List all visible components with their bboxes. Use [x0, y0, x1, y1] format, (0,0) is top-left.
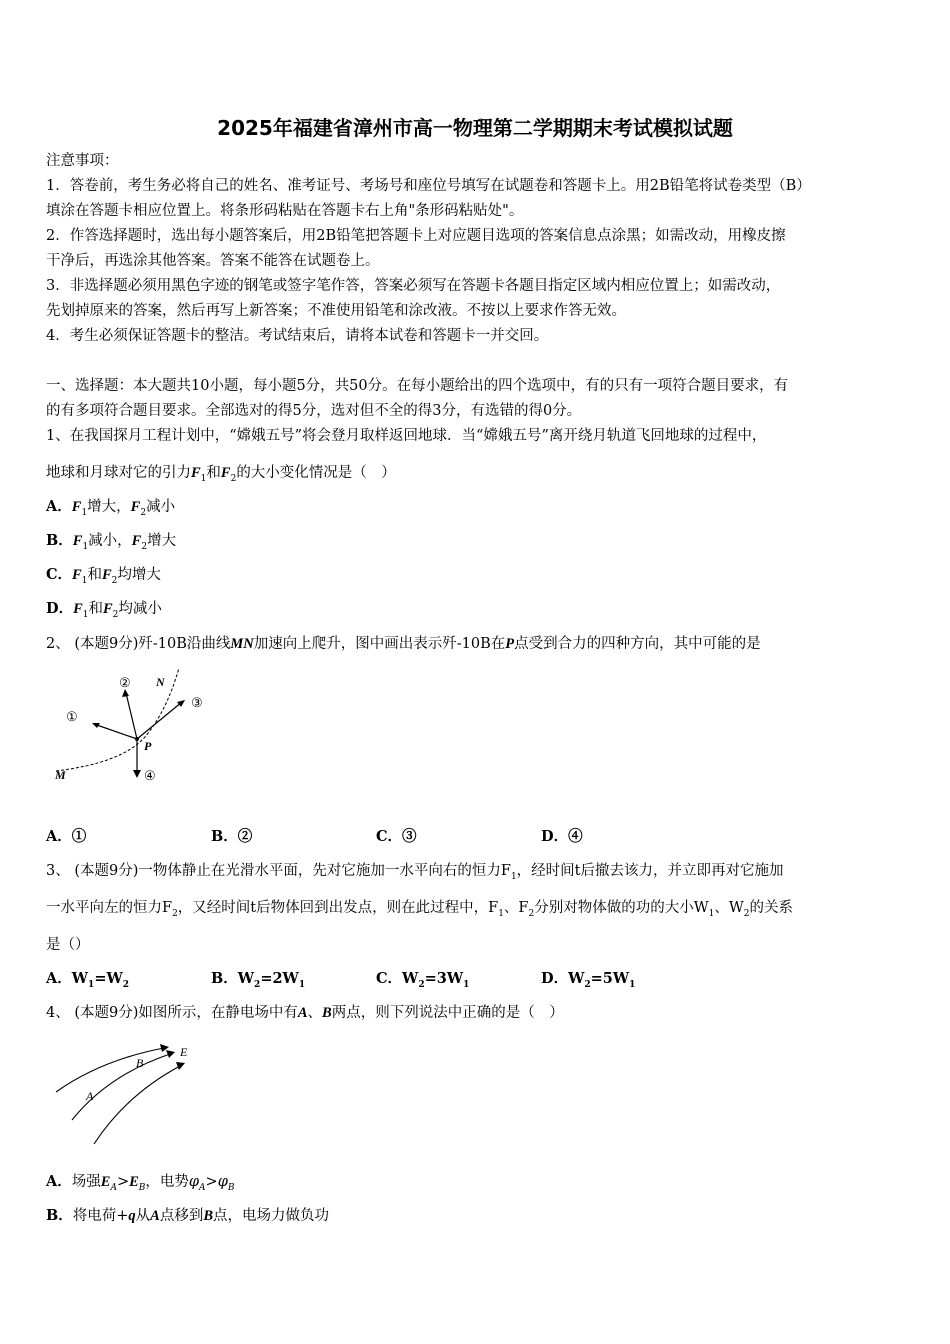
- q4-option-a[interactable]: A．场强$E_A>E_B$，电势$\varphi_A>\varphi_B$: [46, 1173, 235, 1193]
- fig-label-1: ①: [66, 709, 78, 724]
- q3-option-b[interactable]: B．$W_2=2W_1$: [211, 970, 306, 990]
- q1-option-c[interactable]: C．$F_1$和$F_2$均增大: [46, 566, 161, 586]
- fig-label-p: P: [144, 739, 152, 753]
- fig-label-n: N: [156, 675, 165, 689]
- q3-option-a[interactable]: A．$W_1=W_2$: [46, 970, 130, 990]
- notice-line-1: 1．答卷前，考生务必将自己的姓名、准考证号、考场号和座位号填写在试题卷和答题卡上。用2B铅笔将试卷类型（B）: [46, 178, 811, 194]
- q2-stem: 2、 (本题9分)歼-10B沿曲线MN加速向上爬升，图中画出表示歼-10B在P点受到合力的四种方向，其中可能的是: [46, 636, 761, 652]
- fig-label-4: ④: [144, 768, 156, 783]
- notice-heading: 注意事项：: [46, 153, 119, 169]
- q1-stem-line-2: 地球和月球对它的引力$F_1$和$F_2$的大小变化情况是（ ）: [46, 465, 396, 484]
- q4-stem: 4、 (本题9分)如图所示，在静电场中有A、B两点，则下列说法中正确的是（ ）: [46, 1005, 564, 1021]
- fig-label-3: ③: [191, 695, 203, 710]
- q3-stem-line-1: 3、 (本题9分)一物体静止在光滑水平面，先对它施加一水平向右的恒力$F_1$，经时间t后撤去该力，并立即再对它施加: [46, 863, 784, 882]
- fig-label-e: E: [180, 1045, 188, 1059]
- q4-figure: [46, 1040, 206, 1152]
- q1-stem-line-1: 1、在我国探月工程计划中，“嫦娥五号”将会登月取样返回地球．当“嫦娥五号”离开绕月轨道飞回地球的过程中，: [46, 428, 767, 444]
- page-title: 2025年福建省漳州市高一物理第二学期期末考试模拟试题: [217, 116, 733, 140]
- fig-label-m: M: [55, 768, 66, 782]
- q4-option-b[interactable]: B．将电荷+q从A点移到B点，电场力做负功: [46, 1207, 330, 1224]
- q1-option-b[interactable]: B．$F_1$减小，$F_2$增大: [46, 532, 177, 552]
- q3-option-c[interactable]: C．$W_2=3W_1$: [376, 970, 470, 990]
- fig-label-b: B: [136, 1056, 144, 1070]
- q2-figure: [46, 668, 226, 788]
- q3-stem-line-2: 一水平向左的恒力$F_2$，又经时间t后物体回到出发点，则在此过程中，$F_1$、$F_2$分别对物体做的功的大小$W_1$、$W_2$的关系: [46, 900, 793, 919]
- notice-line-2: 填涂在答题卡相应位置上。将条形码粘贴在答题卡右上角"条形码粘贴处"。: [46, 203, 524, 219]
- q2-option-c[interactable]: C．③: [376, 828, 417, 845]
- notice-line-4: 干净后，再选涂其他答案。答案不能答在试题卷上。: [46, 253, 380, 269]
- notice-line-3: 2．作答选择题时，选出每小题答案后，用2B铅笔把答题卡上对应题目选项的答案信息点涂黑；如需改动，用橡皮擦: [46, 228, 786, 244]
- q1-option-a[interactable]: A．$F_1$增大，$F_2$减小: [46, 498, 176, 518]
- q1-stem-text: 地球和月球对它的引力: [46, 465, 191, 481]
- fig-label-2: ②: [119, 675, 131, 690]
- notice-line-6: 先划掉原来的答案，然后再写上新答案；不准使用铅笔和涂改液。不按以上要求作答无效。: [46, 303, 626, 319]
- q2-option-a[interactable]: A．①: [46, 828, 87, 845]
- notice-line-5: 3．非选择题必须用黑色字迹的钢笔或签字笔作答，答案必须写在答题卡各题目指定区域内相应位置上；如需改动，: [46, 278, 781, 294]
- notice-line-7: 4．考生必须保证答题卡的整洁。考试结束后，请将本试卷和答题卡一并交回。: [46, 328, 549, 344]
- q3-stem-line-3: 是（）: [46, 937, 90, 953]
- q2-option-b[interactable]: B．②: [211, 828, 253, 845]
- section-line-2: 的有多项符合题目要求。全部选对的得5分，选对但不全的得3分，有选错的得0分。: [46, 403, 582, 419]
- q3-option-d[interactable]: D．$W_2=5W_1$: [541, 970, 636, 990]
- q1-option-d[interactable]: D．$F_1$和$F_2$均减小: [46, 600, 162, 620]
- fig-label-a: A: [86, 1089, 94, 1103]
- section-line-1: 一、选择题：本大题共10小题，每小题5分，共50分。在每小题给出的四个选项中，有的只有一项符合题目要求，有: [46, 378, 789, 394]
- q2-option-d[interactable]: D．④: [541, 828, 583, 845]
